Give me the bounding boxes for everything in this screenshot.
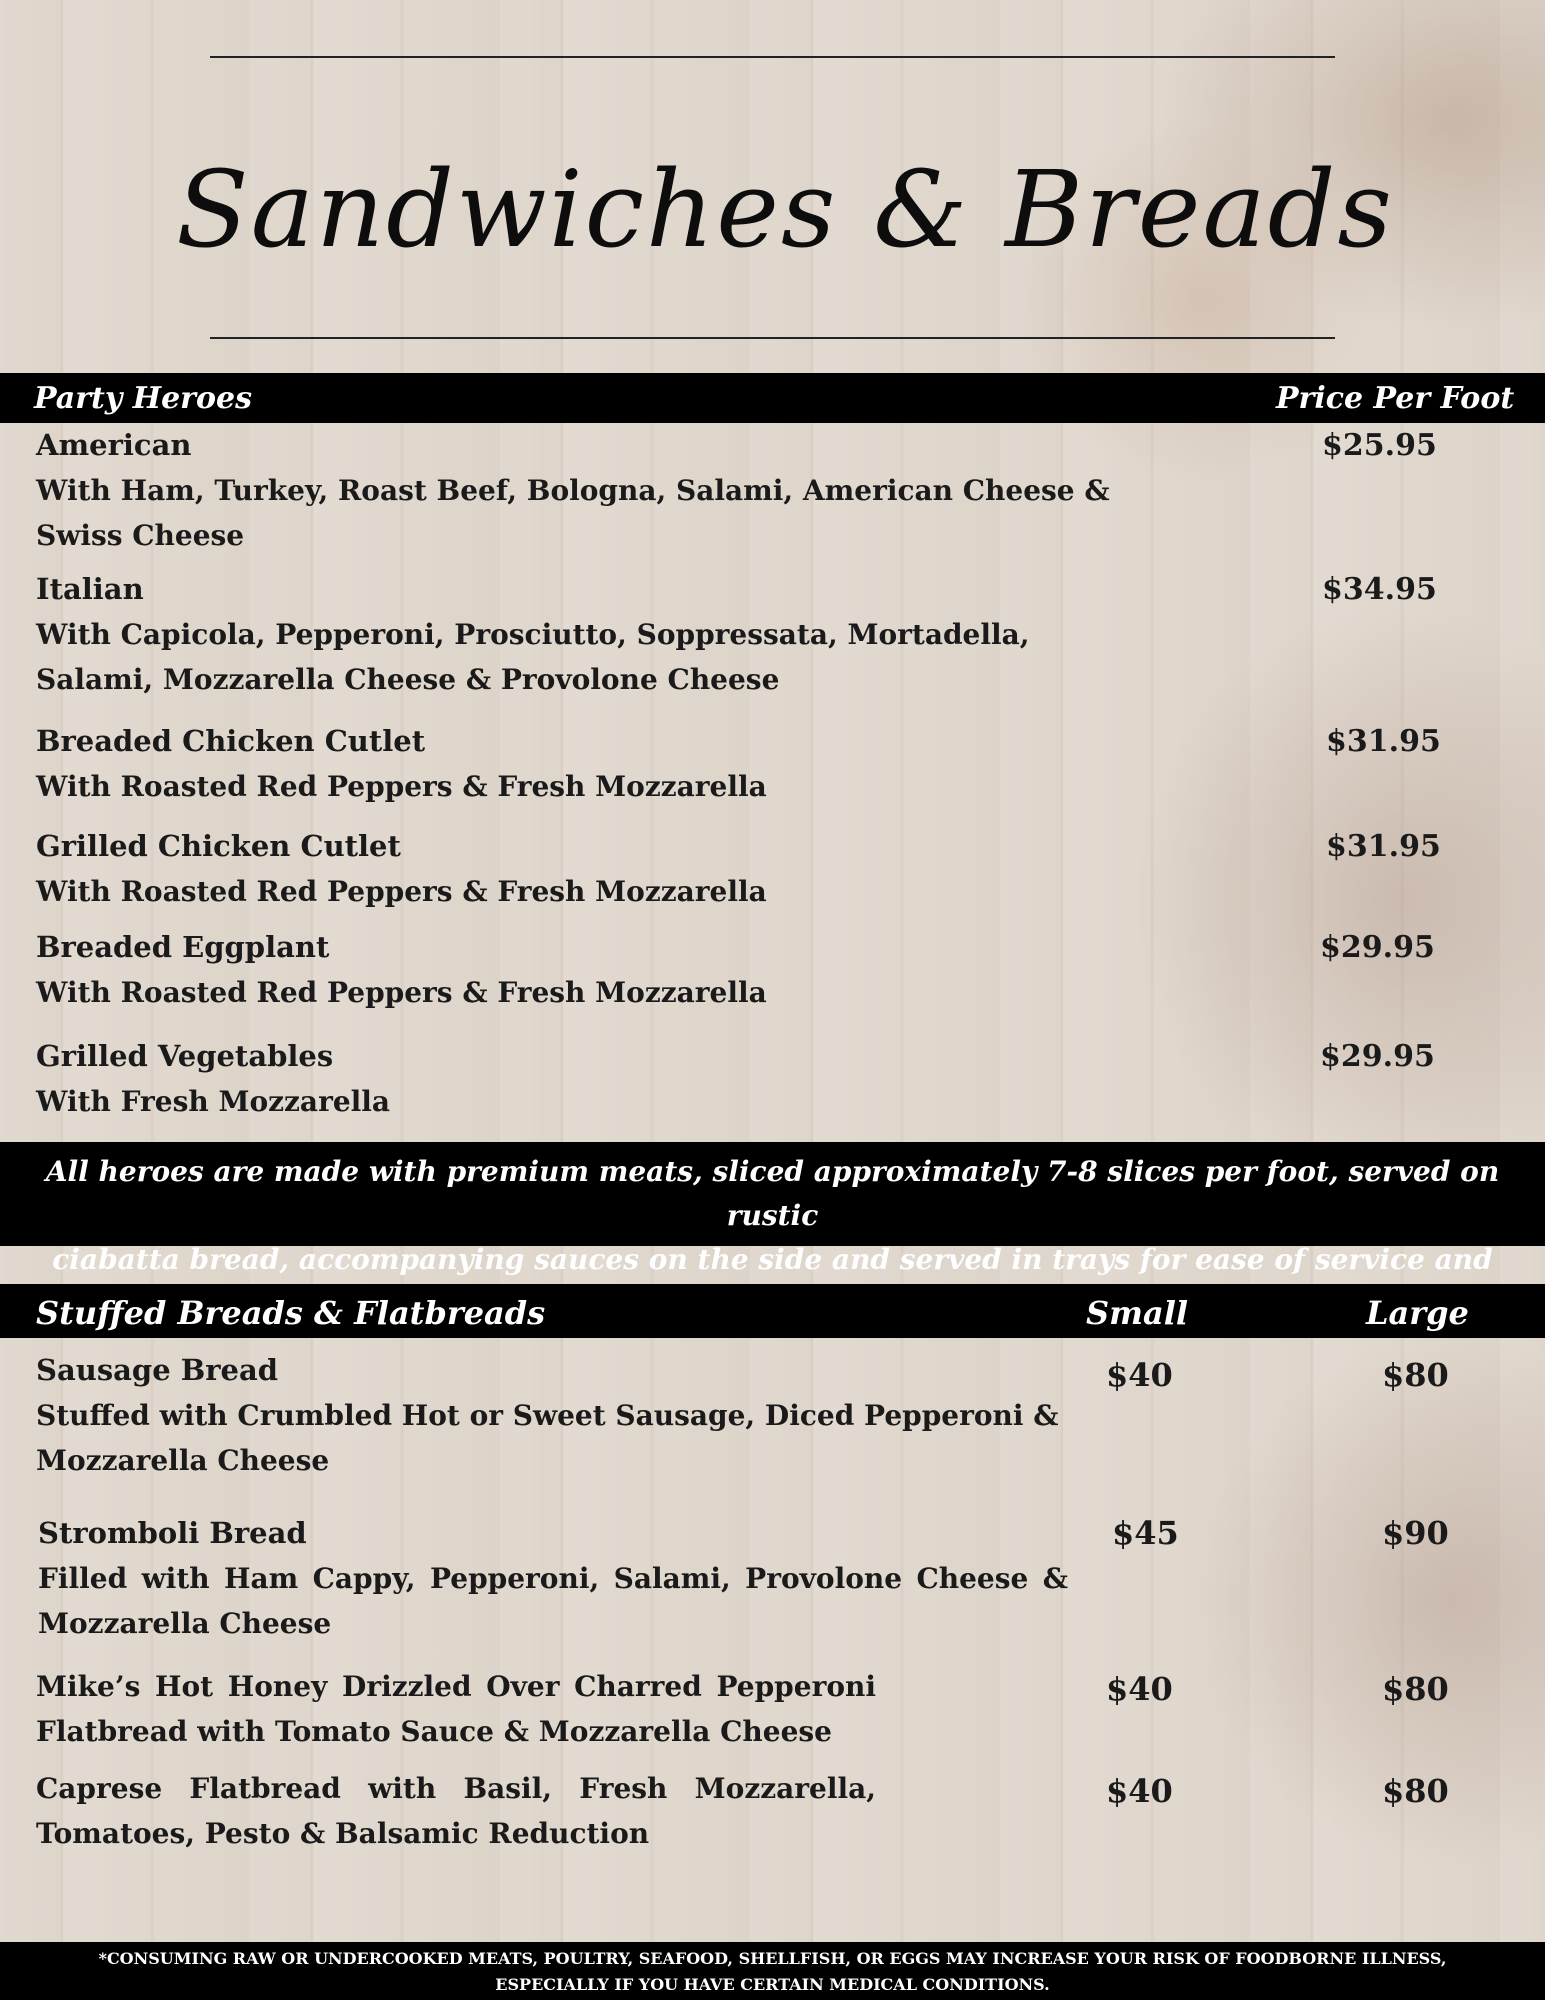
breads-header-label: Stuffed Breads & Flatbreads — [36, 1294, 546, 1332]
breads-small-header: Small — [1086, 1294, 1189, 1332]
item-description: Filled with Ham Cappy, Pepperoni, Salami, Provolone Cheese & Mozzarella Cheese — [38, 1562, 1068, 1640]
breads-header-bar — [0, 1284, 1545, 1338]
item-name: Breaded Chicken Cutlet — [36, 724, 426, 758]
item-price-large: $80 — [1382, 1772, 1449, 1810]
title-rule-bottom — [210, 337, 1335, 339]
title-rule-top — [210, 56, 1335, 58]
item-name: Stromboli Bread — [38, 1516, 307, 1550]
heroes-price-header: Price Per Foot — [1276, 381, 1515, 416]
heroes-note-line: ciabatta bread, accompanying sauces on the side and served in trays for ease of service and — [52, 1243, 1493, 1276]
item-price-small: $40 — [1106, 1356, 1173, 1394]
heroes-header-bar — [0, 373, 1545, 423]
item-name: Grilled Vegetables — [36, 1039, 334, 1073]
item-name: American — [36, 428, 192, 462]
page-title: Sandwiches & Breads — [176, 148, 1394, 271]
heroes-header-label: Party Heroes — [34, 381, 252, 416]
item-price-small: $45 — [1112, 1514, 1179, 1552]
heroes-note — [0, 1142, 1545, 1276]
item-name: Grilled Chicken Cutlet — [36, 829, 401, 863]
item-price: $31.95 — [1326, 724, 1441, 759]
item-price: $34.95 — [1322, 572, 1437, 607]
item-description: With Roasted Red Peppers & Fresh Mozzarella — [36, 976, 767, 1009]
item-description: With Ham, Turkey, Roast Beef, Bologna, Salami, American Cheese & Swiss Cheese — [36, 474, 1110, 552]
item-price-large: $80 — [1382, 1356, 1449, 1394]
item-name: Sausage Bread — [36, 1353, 279, 1387]
item-price: $29.95 — [1320, 930, 1435, 965]
item-name: Italian — [36, 572, 144, 606]
disclaimer-line: ESPECIALLY IF YOU HAVE CERTAIN MEDICAL CONDITIONS. — [495, 1975, 1050, 1994]
heroes-note-line: All heroes are made with premium meats, sliced approximately 7-8 slices per foot, served on rustic — [45, 1155, 1500, 1232]
item-price-small: $40 — [1106, 1670, 1173, 1708]
item-description: Caprese Flatbread with Basil, Fresh Mozzarella, Tomatoes, Pesto & Balsamic Reduction — [36, 1772, 876, 1850]
item-description: With Capicola, Pepperoni, Prosciutto, Soppressata, Mortadella, Salami, Mozzarella Cheese & Provolone Cheese — [36, 618, 1030, 696]
item-name: Breaded Eggplant — [36, 930, 330, 964]
allergy-disclaimer — [0, 1942, 1545, 2000]
item-description: Mike’s Hot Honey Drizzled Over Charred Pepperoni Flatbread with Tomato Sauce & Mozzarella Cheese — [36, 1670, 876, 1748]
item-price-small: $40 — [1106, 1772, 1173, 1810]
item-description: With Fresh Mozzarella — [36, 1085, 391, 1118]
item-price-large: $90 — [1382, 1514, 1449, 1552]
item-description: Stuffed with Crumbled Hot or Sweet Sausage, Diced Pepperoni & Mozzarella Cheese — [36, 1399, 1059, 1477]
item-price: $25.95 — [1322, 428, 1437, 463]
item-price: $31.95 — [1326, 829, 1441, 864]
item-price-large: $80 — [1382, 1670, 1449, 1708]
breads-large-header: Large — [1366, 1294, 1469, 1332]
item-description: With Roasted Red Peppers & Fresh Mozzarella — [36, 875, 767, 908]
disclaimer-line: *CONSUMING RAW OR UNDERCOOKED MEATS, POULTRY, SEAFOOD, SHELLFISH, OR EGGS MAY INCREASE YOUR RISK OF FOODBORNE ILLNESS, — [98, 1949, 1447, 1968]
item-price: $29.95 — [1320, 1039, 1435, 1074]
item-description: With Roasted Red Peppers & Fresh Mozzarella — [36, 770, 767, 803]
